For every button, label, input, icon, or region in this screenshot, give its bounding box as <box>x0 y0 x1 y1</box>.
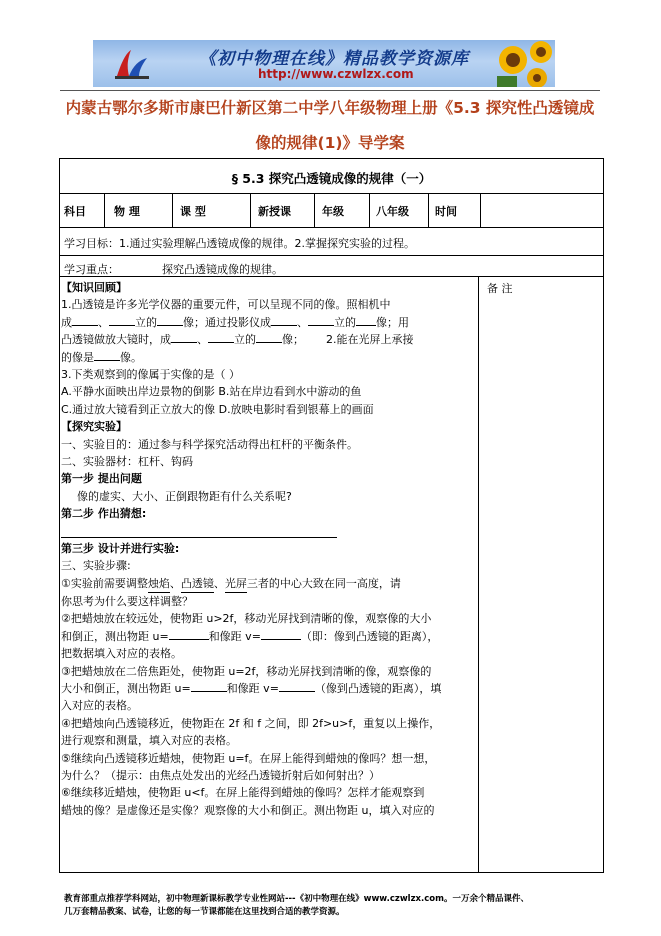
text: 、 <box>197 333 208 347</box>
banner-title: 《初中物理在线》精品教学资源库 <box>199 49 469 69</box>
step-2-line2 <box>61 628 477 645</box>
steps-heading: 三、实验步骤: <box>61 559 131 573</box>
row-divider <box>59 227 604 228</box>
blank[interactable] <box>72 325 98 326</box>
text: 立的 <box>135 315 157 329</box>
document-title-line2: 像的规律(1)》导学案 <box>255 134 405 152</box>
step-1-line2: 你思考为什么要这样调整？ <box>61 594 193 608</box>
step-6-line2: 蜡烛的像？是虚像还是实像？观察像的大小和倒正。测出物距 u，填入对应的 <box>61 803 435 817</box>
q3-options-ab: A.平静水面映出岸边景物的倒影 B.站在岸边看到水中游动的鱼 <box>61 385 362 399</box>
col-divider <box>369 193 370 227</box>
text: 大小和倒正，测出物距 u= <box>61 681 191 695</box>
remark-header: 备 注 <box>487 282 513 295</box>
blank[interactable] <box>261 639 301 640</box>
value-lesson-type: 新授课 <box>258 205 291 218</box>
text: 成 <box>61 315 72 329</box>
blank[interactable] <box>171 342 197 343</box>
experiment-equipment: 二、实验器材：杠杆、钩码 <box>61 455 193 469</box>
site-banner <box>93 40 555 87</box>
text: 像；通过投影仪成 <box>183 315 271 329</box>
blank[interactable] <box>271 325 297 326</box>
step3-heading: 第三步 设计并进行实验: <box>61 541 180 555</box>
step-2-line1: ②把蜡烛放在较远处，使物距 u>2f，移动光屏找到清晰的像，观察像的大小 <box>61 612 432 626</box>
text: 和像距 v= <box>208 629 261 643</box>
text: 立的 <box>334 315 356 329</box>
text: 、 <box>297 315 308 329</box>
blank[interactable] <box>157 325 183 326</box>
blank[interactable] <box>94 360 120 361</box>
text: 的像是 <box>61 350 94 364</box>
text: 立的 <box>234 333 256 347</box>
step-4-line2: 进行观察和测量，填入对应的表格。 <box>61 734 237 748</box>
guess-answer-line[interactable] <box>61 523 477 540</box>
learning-key-value: 探究凸透镜成像的规律。 <box>162 263 283 276</box>
footer-line1: 教育部重点推荐学科网站，初中物理新课标教学专业性网站---《初中物理在线》www.czwlzx.com。一万余个精品课件、 <box>64 894 529 904</box>
blank[interactable] <box>169 639 209 640</box>
row-divider <box>59 255 604 256</box>
underlined-term: 烛焰 <box>148 575 170 593</box>
q3-options-cd: C.通过放大镜看到正立放大的像 D.放映电影时看到银幕上的画面 <box>61 402 374 416</box>
step-4-line1: ④把蜡烛向凸透镜移近，使物距在 2f 和 f 之间，即 2f>u>f，重复以上操作， <box>61 716 441 730</box>
q1-line2 <box>61 314 477 331</box>
blank[interactable] <box>109 325 135 326</box>
underlined-term: 光屏 <box>225 575 247 593</box>
step2-heading: 第二步 作出猜想: <box>61 507 147 521</box>
document-title-line1: 内蒙古鄂尔多斯市康巴什新区第二中学八年级物理上册《5.3 探究性凸透镜成 <box>65 99 595 117</box>
blank[interactable] <box>308 325 334 326</box>
step-3-line2 <box>61 680 477 697</box>
text: 像；用 <box>376 315 409 329</box>
q1-line3 <box>61 331 477 348</box>
col-divider <box>172 193 173 227</box>
step-2-line3: 把数据填入对应的表格。 <box>61 647 182 661</box>
learning-key-label: 学习重点： <box>64 263 119 276</box>
section-title: § 5.3 探究凸透镜成像的规律（一） <box>231 171 432 186</box>
step1-question: 像的虚实、大小、正倒跟物距有什么关系呢? <box>77 489 292 503</box>
blank[interactable] <box>191 691 227 692</box>
label-grade: 年级 <box>322 205 344 218</box>
label-time: 时间 <box>435 205 457 218</box>
step-3-line3: 入对应的表格。 <box>61 699 138 713</box>
blank[interactable] <box>208 342 234 343</box>
footer-line2: 几万套精品教案、试卷，让您的每一节课都能在这里找到合适的教学资源。 <box>64 907 345 917</box>
value-grade: 八年级 <box>376 205 409 218</box>
label-lesson-type: 课 型 <box>180 205 206 218</box>
text: （像到凸透镜的距离），填 <box>314 681 442 695</box>
label-subject: 科目 <box>64 205 86 218</box>
remark-divider <box>478 276 479 873</box>
col-divider <box>104 193 105 227</box>
banner-url[interactable]: http://www.czwlzx.com <box>258 67 414 81</box>
text: 像。 <box>120 350 142 364</box>
blank[interactable] <box>256 342 282 343</box>
col-divider <box>314 193 315 227</box>
explore-heading: 【探究实验】 <box>61 420 127 434</box>
review-heading: 【知识回顾】 <box>61 281 127 294</box>
text: 2.能在光屏上承接 <box>326 333 414 347</box>
lesson-content <box>61 279 477 819</box>
q1-line1: 1.凸透镜是许多光学仪器的重要元件，可以呈现不同的像。照相机中 <box>61 298 391 312</box>
value-subject: 物 理 <box>114 205 140 218</box>
experiment-purpose: 一、实验目的：通过参与科学探究活动得出杠杆的平衡条件。 <box>61 437 358 451</box>
col-divider <box>428 193 429 227</box>
col-divider <box>250 193 251 227</box>
page-footer <box>64 893 604 919</box>
row-divider <box>59 193 604 194</box>
text: 、 <box>213 576 225 590</box>
text: 三者的中心大致在同一高度，请 <box>246 576 401 590</box>
text: （即：像到凸透镜的距离）， <box>300 629 439 643</box>
text: 和倒正，测出物距 u= <box>61 629 169 643</box>
row-divider <box>59 276 604 277</box>
text: 凸透镜做放大镜时，成 <box>61 333 171 347</box>
q1-line4 <box>61 349 477 366</box>
text: 、 <box>169 576 181 590</box>
text: 像； <box>282 333 304 347</box>
learning-goal: 学习目标：1.通过实验理解凸透镜成像的规律。2.掌握探究实验的过程。 <box>64 237 415 250</box>
text: ①实验前需要调整 <box>61 576 148 590</box>
site-logo-icon <box>115 46 149 80</box>
blank[interactable] <box>356 325 376 326</box>
blank[interactable] <box>279 691 315 692</box>
step1-heading: 第一步 提出问题 <box>61 472 142 486</box>
step-5-line1: ⑤继续向凸透镜移近蜡烛，使物距 u=f。在屏上能得到蜡烛的像吗？想一想， <box>61 751 436 765</box>
step-6-line1: ⑥继续移近蜡烛，使物距 u<f。在屏上能得到蜡烛的像吗？怎样才能观察到 <box>61 786 425 800</box>
header-divider <box>60 90 600 91</box>
q3-question: 3.下类观察到的像属于实像的是（ ） <box>61 368 240 382</box>
col-divider <box>480 193 481 227</box>
step-1-line1 <box>61 575 477 593</box>
sunflower-icon <box>493 40 555 87</box>
text: 、 <box>98 315 109 329</box>
step-5-line2: 为什么？（提示：由焦点处发出的光经凸透镜折射后如何射出？） <box>61 768 380 782</box>
text: 和像距 v= <box>226 681 279 695</box>
underlined-term: 凸透镜 <box>181 575 214 593</box>
step-3-line1: ③把蜡烛放在二倍焦距处，使物距 u=2f，移动光屏找到清晰的像，观察像的 <box>61 664 432 678</box>
